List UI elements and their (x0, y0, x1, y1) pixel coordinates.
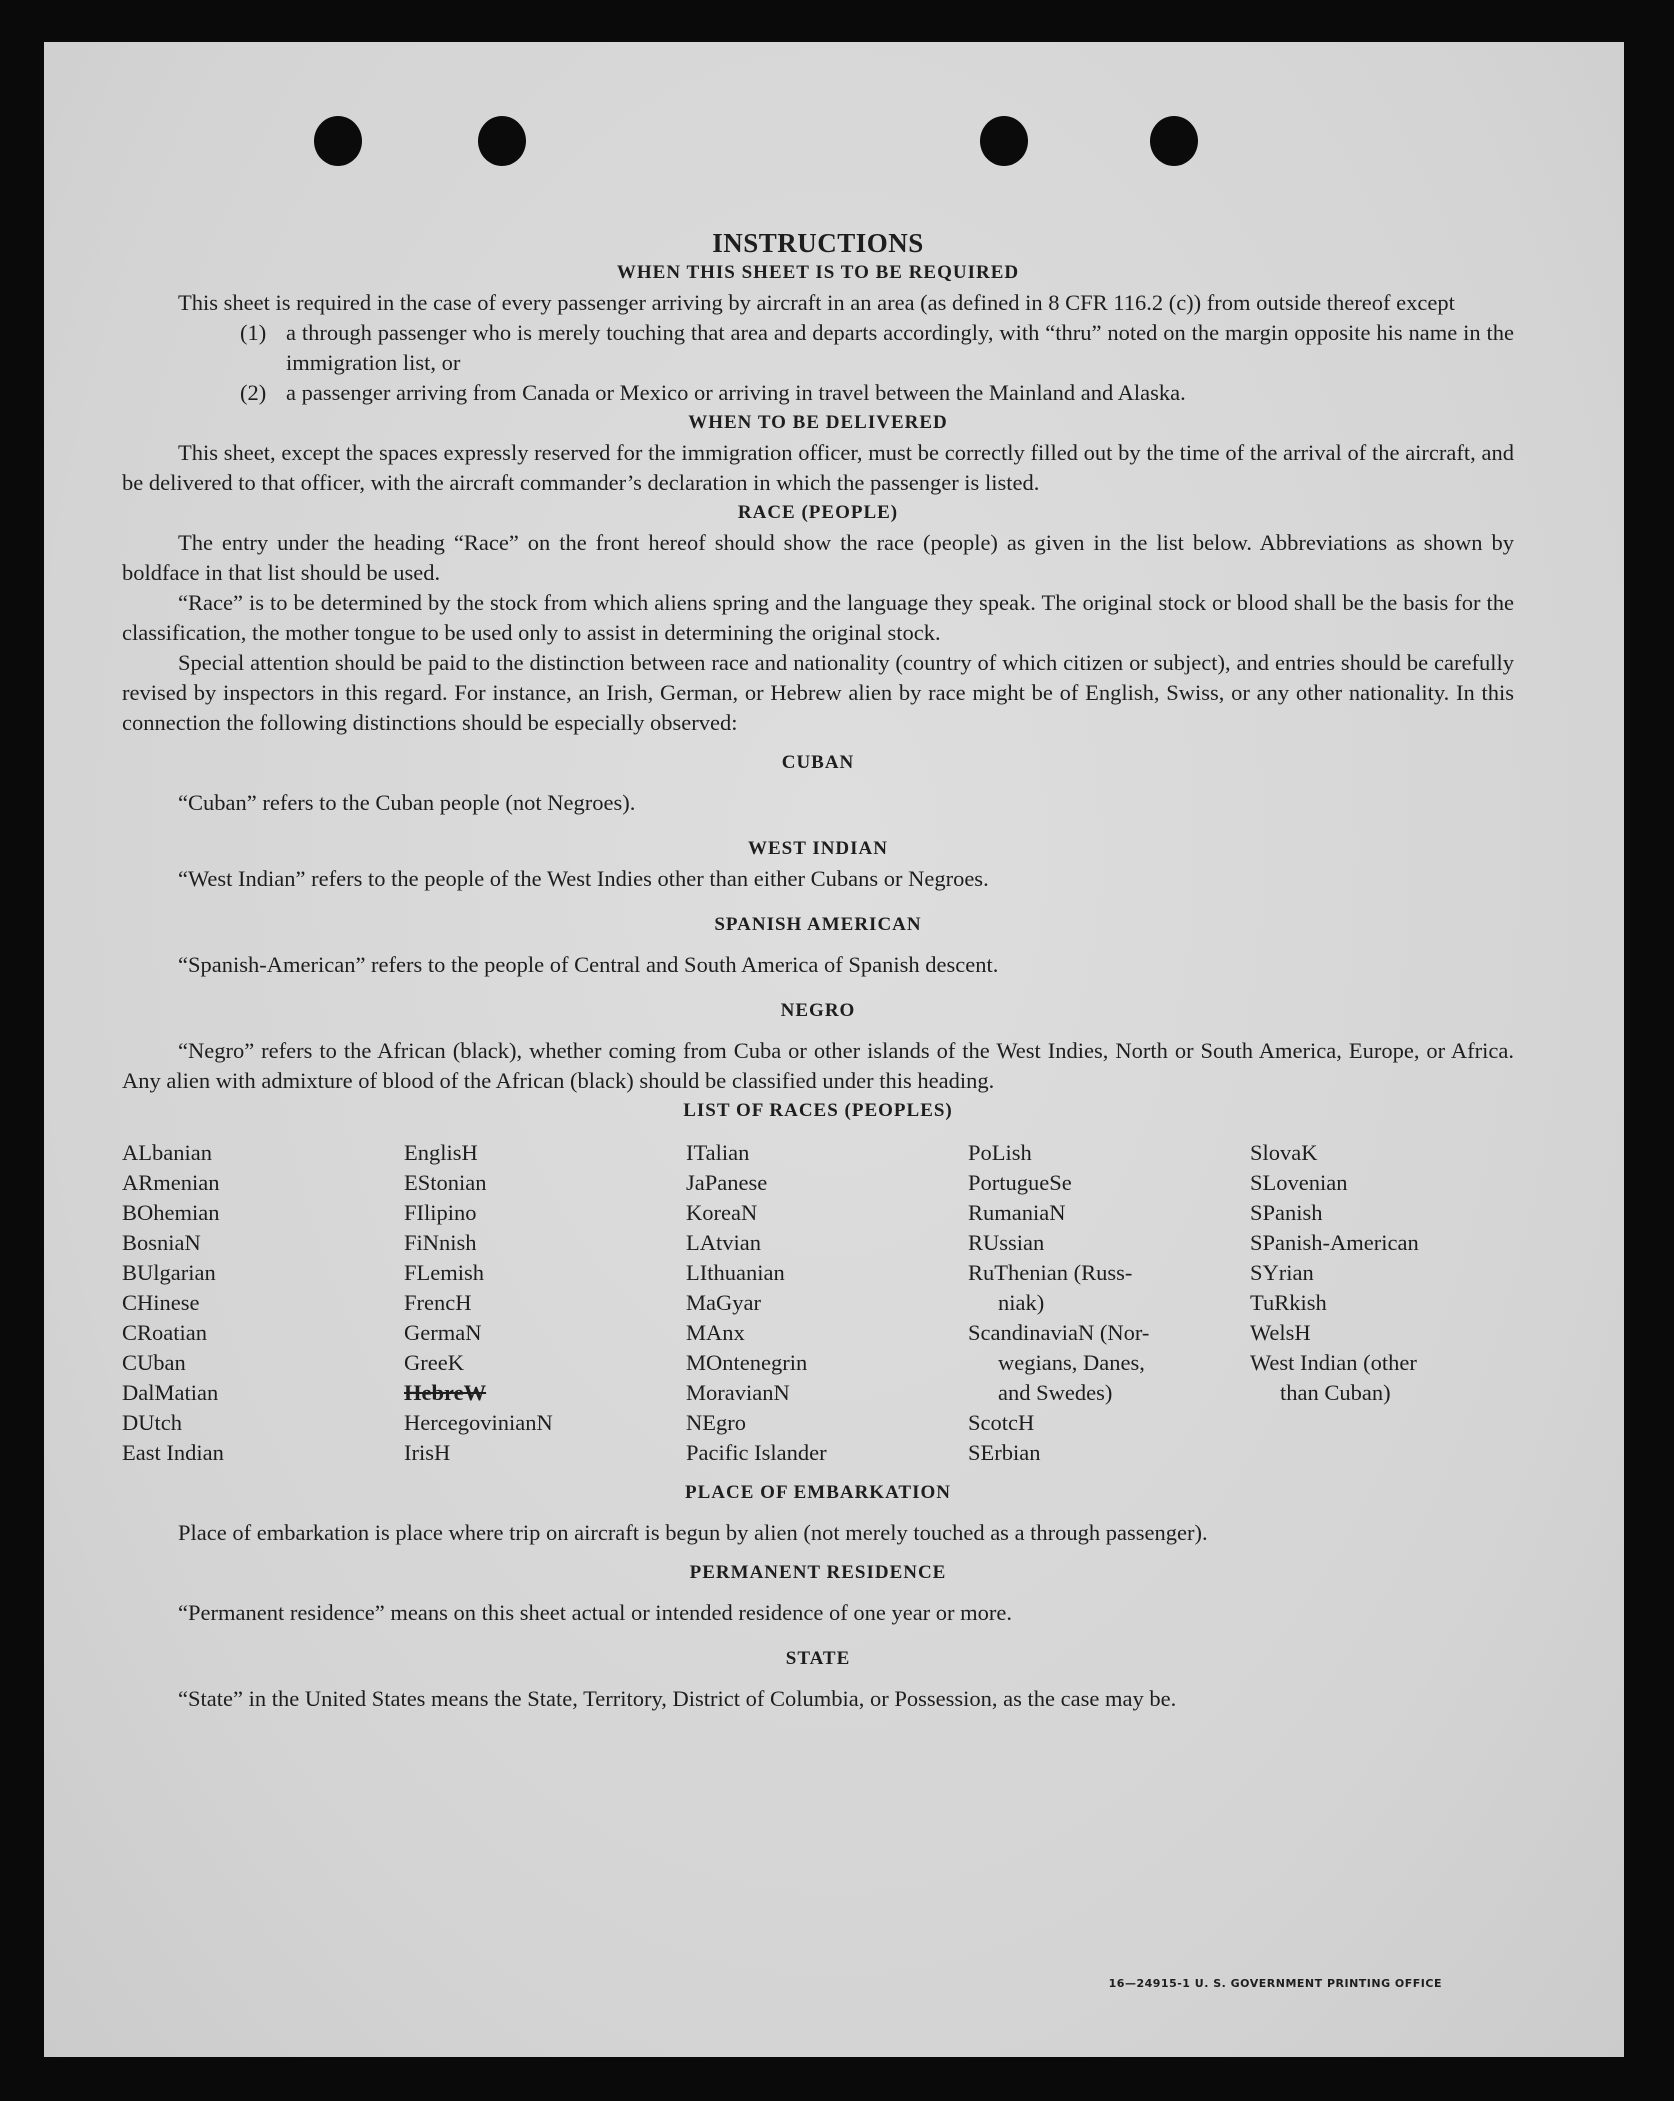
race-entry: MOntenegrin (686, 1350, 808, 1375)
punch-hole (1150, 116, 1198, 166)
residence-text: “Permanent residence” means on this sheet actual or intended residence of one year or more. (178, 1600, 1013, 1625)
heading-embarkation: PLACE OF EMBARKATION (685, 1482, 951, 1503)
race-entry: FLemish (404, 1260, 485, 1285)
race-paragraph-1: The entry under the heading “Race” on the front hereof should show the race (people) as given in the list below. Abbreviations as shown by boldface in that list should be used. (122, 530, 1514, 585)
race-entry-struck: HebreW (404, 1380, 487, 1405)
item-text: a through passenger who is merely touching that area and departs accordingly, with “thru” noted on the margin opposite his name in the immigration list, or (286, 320, 1514, 375)
race-entry: CRoatian (122, 1320, 207, 1345)
race-entry: WelsH (1250, 1320, 1311, 1345)
race-entry: LIthuanian (686, 1260, 785, 1285)
heading-permanent-residence: PERMANENT RESIDENCE (689, 1562, 947, 1583)
list-item (122, 378, 1514, 408)
race-entry: SPanish (1250, 1200, 1323, 1225)
race-entry: PortugueSe (968, 1170, 1072, 1195)
race-entry: DUtch (122, 1410, 182, 1435)
race-entry: EStonian (404, 1170, 487, 1195)
item-number: (1) (240, 320, 267, 345)
delivered-text: This sheet, except the spaces expressly reserved for the immigration officer, must be correctly filled out by the time of the arrival of the aircraft, and be delivered to that officer, with the aircraft commander’s declaration in which the passenger is listed. (122, 440, 1514, 495)
race-entry: ARmenian (122, 1170, 220, 1195)
race-entry: RumaniaN (968, 1200, 1066, 1225)
race-paragraph-2: “Race” is to be determined by the stock from which aliens spring and the language they speak. The original stock or blood shall be the basis for the classification, the mother tongue to be used only to assist in determining the original stock. (122, 590, 1514, 645)
races-column-4 (968, 1138, 1250, 1468)
race-entry: SYrian (1250, 1260, 1314, 1285)
page-title: INSTRUCTIONS (712, 228, 924, 258)
races-column-5 (1250, 1138, 1532, 1468)
race-entry: EnglisH (404, 1140, 478, 1165)
race-entry: MaGyar (686, 1290, 761, 1315)
race-entry-continued: than Cuban) (1280, 1380, 1391, 1405)
race-entry: JaPanese (686, 1170, 768, 1195)
race-entry: LAtvian (686, 1230, 761, 1255)
document-sheet (44, 42, 1624, 2057)
race-entry: CHinese (122, 1290, 200, 1315)
instructions-body (122, 192, 1514, 1714)
race-entry: SPanish-American (1250, 1230, 1419, 1255)
race-entry: East Indian (122, 1440, 224, 1465)
race-entry: FIlipino (404, 1200, 477, 1225)
race-entry: SErbian (968, 1440, 1041, 1465)
race-entry: KoreaN (686, 1200, 758, 1225)
spanish-american-text: “Spanish-American” refers to the people of Central and South America of Spanish descent. (178, 952, 999, 977)
race-entry: ITalian (686, 1140, 750, 1165)
item-text: a passenger arriving from Canada or Mexico or arriving in travel between the Mainland and Alaska. (286, 380, 1186, 405)
heading-negro: NEGRO (780, 1000, 856, 1021)
races-column-1 (122, 1138, 404, 1468)
heading-cuban: CUBAN (781, 752, 855, 773)
race-entry: GreeK (404, 1350, 464, 1375)
print-code: 16—24915-1 U. S. GOVERNMENT PRINTING OFFICE (1108, 1977, 1442, 1990)
negro-text: “Negro” refers to the African (black), whether coming from Cuba or other islands of the West Indies, North or South America, Europe, or Africa. Any alien with admixture of blood of the African (black) should be classified under this heading. (122, 1038, 1514, 1093)
race-entry-continued: niak) (998, 1290, 1045, 1315)
race-entry-continued: wegians, Danes, (998, 1350, 1145, 1375)
heading-required: WHEN THIS SHEET IS TO BE REQUIRED (616, 262, 1020, 283)
race-entry: BUlgarian (122, 1260, 216, 1285)
race-entry: SlovaK (1250, 1140, 1318, 1165)
races-list (122, 1138, 1514, 1468)
heading-list-of-races: LIST OF RACES (PEOPLES) (683, 1100, 953, 1121)
race-entry: ALbanian (122, 1140, 212, 1165)
race-entry: NEgro (686, 1410, 746, 1435)
heading-spanish-american: SPANISH AMERICAN (714, 914, 922, 935)
race-entry: CUban (122, 1350, 186, 1375)
list-item (122, 318, 1514, 378)
punch-hole (980, 116, 1028, 166)
race-entry: Pacific Islander (686, 1440, 827, 1465)
race-entry: MoravianN (686, 1380, 790, 1405)
race-entry-continued: and Swedes) (998, 1380, 1113, 1405)
race-entry: TuRkish (1250, 1290, 1327, 1315)
heading-west-indian: WEST INDIAN (748, 838, 888, 859)
cuban-text: “Cuban” refers to the Cuban people (not Negroes). (178, 790, 636, 815)
race-entry: ScotcH (968, 1410, 1035, 1435)
race-entry: BOhemian (122, 1200, 220, 1225)
race-entry: SLovenian (1250, 1170, 1348, 1195)
races-column-2 (404, 1138, 686, 1468)
race-entry: PoLish (968, 1140, 1032, 1165)
races-column-3 (686, 1138, 968, 1468)
race-entry: RuThenian (Russ- (968, 1260, 1133, 1285)
state-text: “State” in the United States means the State, Territory, District of Columbia, or Possession, as the case may be. (178, 1686, 1177, 1711)
heading-race: RACE (PEOPLE) (737, 502, 899, 523)
race-entry: GermaN (404, 1320, 482, 1345)
race-entry: IrisH (404, 1440, 451, 1465)
punch-hole (314, 116, 362, 166)
race-entry: FiNnish (404, 1230, 477, 1255)
heading-delivered: WHEN TO BE DELIVERED (688, 412, 948, 433)
required-intro: This sheet is required in the case of every passenger arriving by aircraft in an area (as defined in 8 CFR 116.2 (c)) from outside thereof except (178, 290, 1455, 315)
race-entry: ScandinaviaN (Nor- (968, 1320, 1150, 1345)
heading-state: STATE (785, 1648, 851, 1669)
race-paragraph-3: Special attention should be paid to the distinction between race and nationality (country of which citizen or subject), and entries should be carefully revised by inspectors in this regard. For instance, an Irish, German, or Hebrew alien by race might be of English, Swiss, or any other nationality. In this connection the following distinctions should be especially observed: (122, 650, 1514, 735)
race-entry: MAnx (686, 1320, 745, 1345)
race-entry: BosniaN (122, 1230, 201, 1255)
race-entry: HercegovinianN (404, 1410, 553, 1435)
punch-hole (478, 116, 526, 166)
race-entry: FrencH (404, 1290, 472, 1315)
race-entry: West Indian (other (1250, 1350, 1417, 1375)
race-entry: DalMatian (122, 1380, 219, 1405)
race-entry: RUssian (968, 1230, 1045, 1255)
embarkation-text: Place of embarkation is place where trip on aircraft is begun by alien (not merely touched as a through passenger). (178, 1520, 1208, 1545)
item-number: (2) (240, 380, 267, 405)
west-indian-text: “West Indian” refers to the people of the West Indies other than either Cubans or Negroes. (178, 866, 989, 891)
